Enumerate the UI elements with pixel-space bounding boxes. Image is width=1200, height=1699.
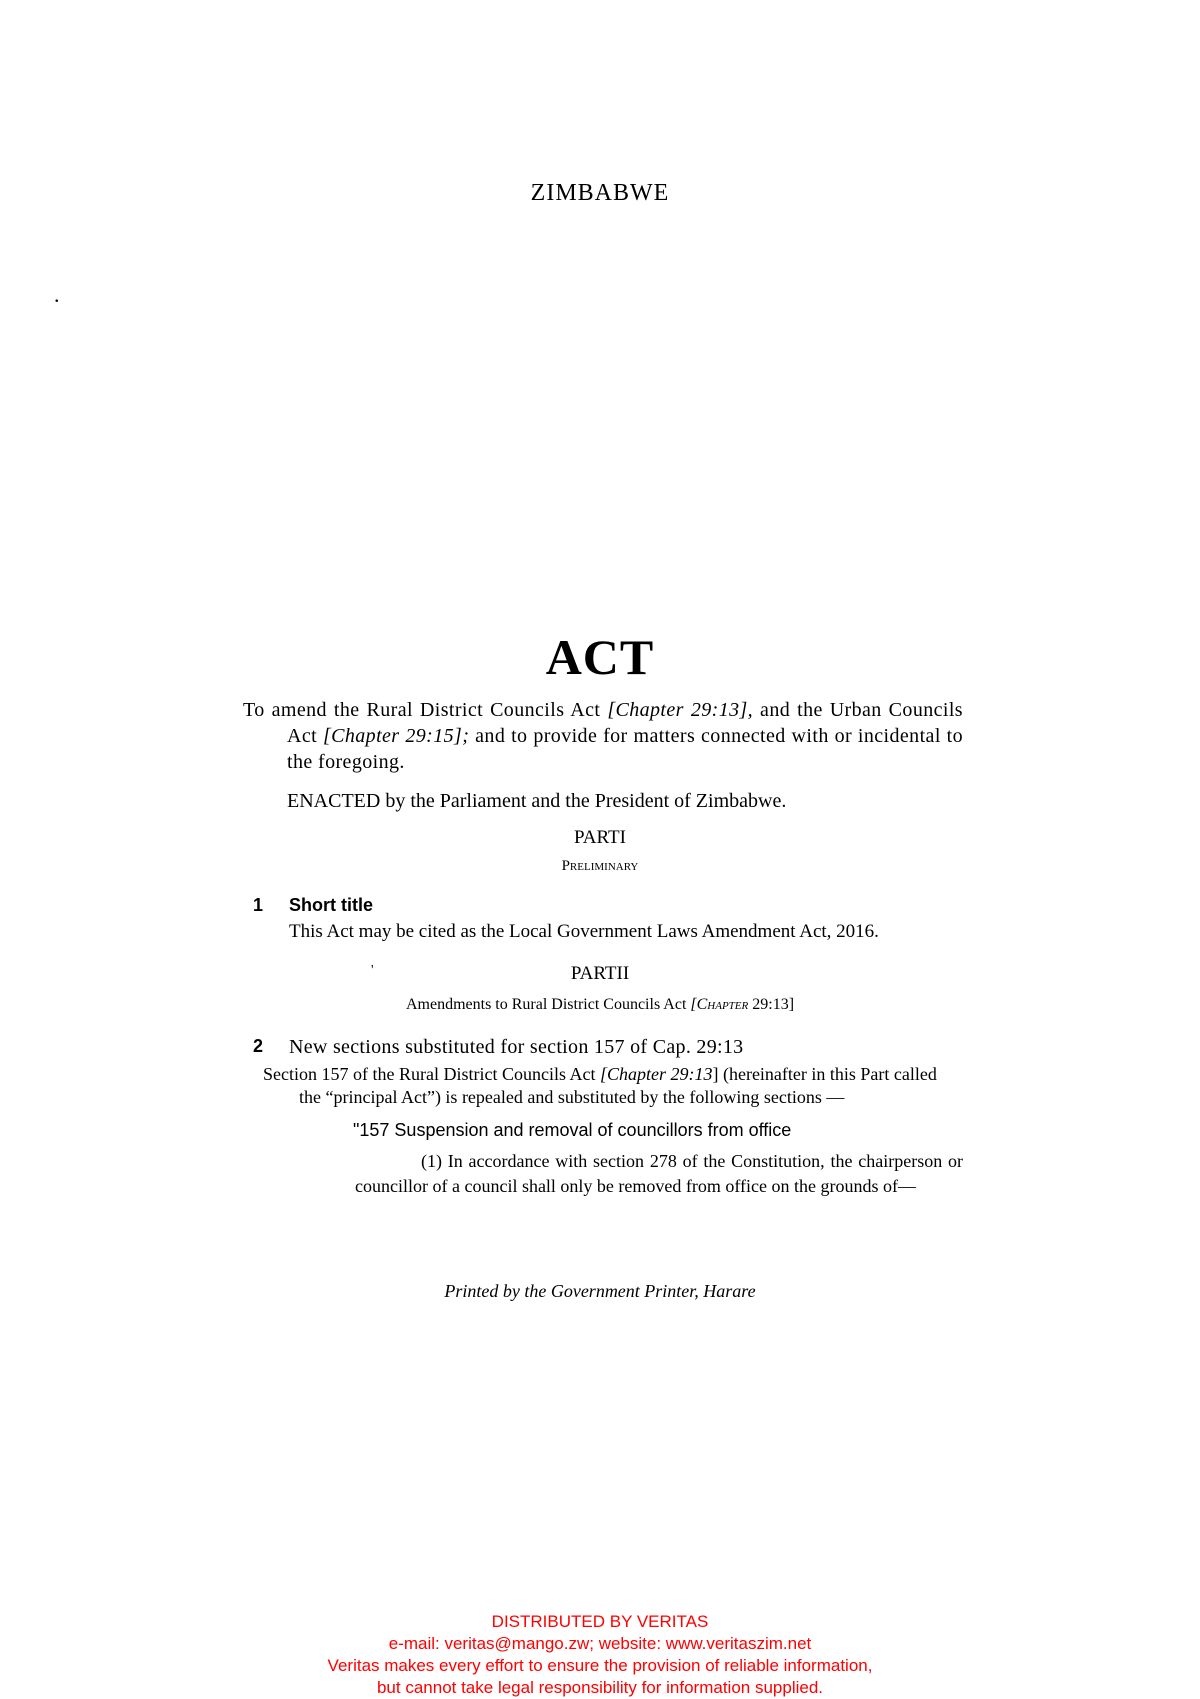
part-2-citation-chapter: Chapter — [696, 996, 749, 1013]
footer-line-1: DISTRIBUTED BY VERITAS — [491, 1612, 709, 1631]
section-2-body-text-2: ] (hereinafter in this Part called the “principal Act”) is repealed and substituted by the following sections — — [299, 1064, 937, 1107]
section-2-body-text-1: Section 157 of the Rural District Councils Act — [263, 1064, 600, 1084]
printer-line: Printed by the Government Printer, Harare — [444, 1281, 756, 1301]
section-2-body-citation: [Chapter 29:13 — [599, 1064, 713, 1084]
long-title-text-1: To amend the Rural District Councils Act — [243, 699, 608, 721]
part-1-label: PARTI — [573, 827, 626, 848]
part-2-label: PARTII — [570, 963, 630, 984]
country-heading: ZIMBABWE — [530, 180, 670, 206]
long-title-text-3: and to provide for matters connected with or incidental to the foregoing. — [287, 725, 964, 773]
section-2-number: 2 — [253, 1036, 264, 1056]
part-1-title: Preliminary — [561, 858, 639, 874]
part-2-citation-open: [ — [690, 996, 697, 1013]
long-title — [243, 697, 963, 775]
subsection-1: (1) In accordance with section 278 of the Constitution, the chairperson or councillor of a council shall only be removed from office on the grounds of— — [355, 1151, 963, 1196]
long-title-text-2: and the Urban Councils Act — [287, 699, 963, 747]
enacting-clause: ENACTED by the Parliament and the President of Zimbabwe. — [287, 790, 787, 812]
new-section-157-heading: "157 Suspension and removal of councillors from office — [353, 1120, 792, 1140]
stray-mark: . — [54, 282, 60, 307]
footer-line-4: but cannot take legal responsibility for information supplied. — [376, 1678, 824, 1697]
footer-line-3: Veritas makes every effort to ensure the provision of reliable information, — [327, 1656, 873, 1675]
section-2-heading: New sections substituted for section 157 of Cap. 29:13 — [289, 1036, 744, 1058]
part-2-citation-number: 29:13] — [748, 996, 795, 1013]
veritas-footer — [0, 1611, 1200, 1699]
footer-line-2: e-mail: veritas@mango.zw; website: www.veritaszim.net — [388, 1634, 812, 1653]
section-1-number: 1 — [253, 895, 264, 915]
long-title-citation-2: [Chapter 29:15]; — [322, 725, 470, 747]
long-title-citation-1: [Chapter 29:13], — [607, 699, 754, 721]
section-1-heading: Short title — [289, 895, 373, 915]
act-heading: ACT — [545, 629, 655, 685]
part-2-title-text: Amendments to Rural District Councils Act — [405, 996, 691, 1013]
section-2-body — [263, 1063, 963, 1109]
section-1-body: This Act may be cited as the Local Government Laws Amendment Act, 2016. — [289, 921, 879, 942]
part-2-title — [0, 996, 1200, 1014]
stray-tick-mark: ' — [371, 963, 374, 978]
